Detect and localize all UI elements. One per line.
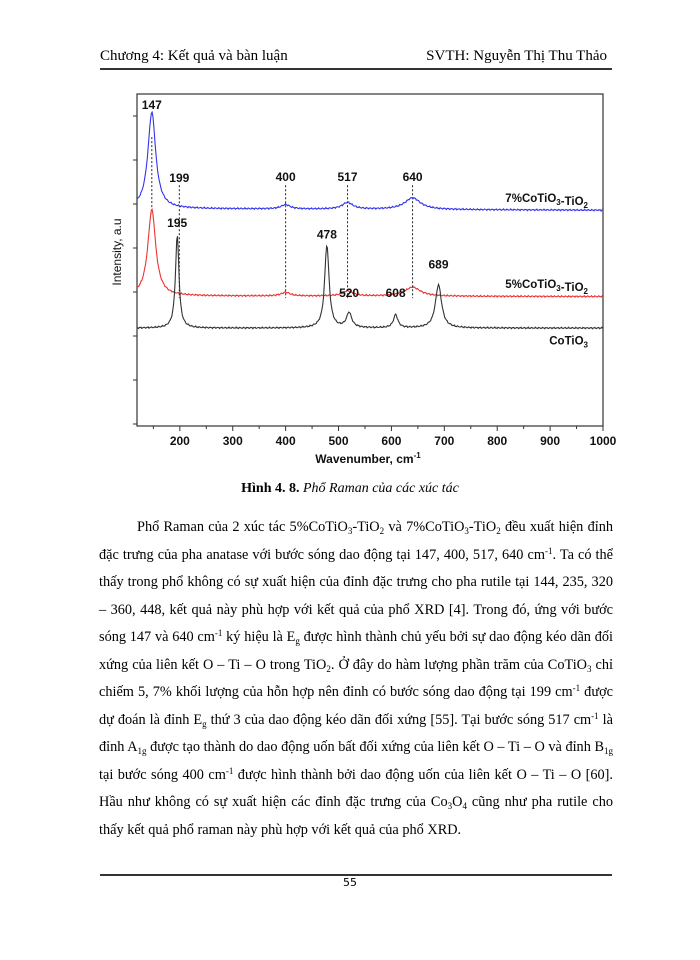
x-tick-label: 700 [434, 434, 455, 448]
x-tick-label: 800 [487, 434, 508, 448]
peak-label: 517 [337, 169, 358, 184]
peak-guide-lines [152, 137, 413, 301]
figure-number: Hình 4. 8. [241, 481, 300, 496]
peak-label: 689 [428, 257, 449, 272]
x-tick-label: 500 [328, 434, 349, 448]
peak-label: 520 [339, 286, 360, 301]
page-number: 55 [343, 876, 357, 889]
body-paragraph-block [99, 514, 613, 844]
peak-label: 478 [316, 227, 337, 242]
peak-label: 195 [167, 215, 188, 230]
x-axis-title: Wavenumber, $cm^{-1}$ [315, 451, 421, 466]
chart-labels [110, 98, 617, 466]
x-tick-label: 400 [275, 434, 296, 448]
x-tick-label: 600 [381, 434, 402, 448]
peak-label: 640 [402, 169, 423, 184]
series-label: 7%CoTiO$_3$-TiO$_2$ [505, 192, 588, 210]
figure-title: Phổ Raman của các xúc tác [302, 481, 459, 496]
spectrum-curves [137, 112, 603, 329]
author-name: SVTH: Nguyễn Thị Thu Thảo [426, 48, 607, 64]
figure-caption [0, 481, 700, 497]
peak-label: 199 [169, 170, 190, 185]
chapter-title: Chương 4: Kết quả và bàn luận [100, 48, 288, 64]
series-label: CoTiO$_3$ [549, 335, 588, 350]
x-tick-label: 300 [222, 434, 243, 448]
series-label: 5%CoTiO$_3$-TiO$_2$ [505, 279, 588, 297]
peak-label: 147 [141, 97, 162, 112]
peak-label: 400 [275, 169, 296, 184]
body-paragraph: Phổ Raman của 2 xúc tác 5%CoTiO$_3$-TiO$_2$ và 7%CoTiO$_3$-TiO$_2$ đều xuất hiện đỉnh đặc trưng của pha anatase với bước sóng dao động tại 147, 400, 517, 640 $cm^{-1}$. Ta có thể thấy trong phổ không có sự xuất hiện của đỉnh đặc trưng cho pha rutile tại 144, 235, 320 – 360, 448, kết quả này phù hợp với kết quả của phổ XRD [4]. Trong đó, ứng với bước sóng 147 và 640 $cm^{-1}$ ký hiệu là $E_g$ được hình thành chủ yếu bởi sự dao động kéo dãn đối xứng của liên kết O – Ti – O trong TiO$_2$. Ở đây do hàm lượng phần trăm của CoTiO$_3$ chỉ chiếm 5, 7% khối lượng của hỗn hợp nên đỉnh có bước sóng dao động tại 199 $cm^{-1}$ được dự đoán là đỉnh $E_g$ thứ 3 của dao động kéo dãn đối xứng [55]. Tại bước sóng 517 $cm^{-1}$ là đỉnh $A_{1g}$ được tạo thành do dao động uốn bất đối xứng của liên kết O – Ti – O và đỉnh $B_{1g}$ tại bước sóng 400 $cm^{-1}$ được hình thành bởi dao động uốn của liên kết O – Ti – O [60]. Hầu như không có sự xuất hiện các đỉnh đặc trưng của $Co_3O_4$ cũng như pha rutile cho thấy kết quả phổ raman này phù hợp với kết quả của phổ XRD. [99, 519, 614, 838]
chart-axes [133, 94, 603, 431]
x-tick-label: 900 [540, 434, 561, 448]
x-tick-label: 200 [169, 434, 190, 448]
x-tick-label: 1000 [589, 434, 617, 448]
plot-frame [137, 94, 603, 426]
y-axis-title: Intensity, a.u [110, 218, 124, 286]
peak-label: 608 [385, 286, 406, 301]
